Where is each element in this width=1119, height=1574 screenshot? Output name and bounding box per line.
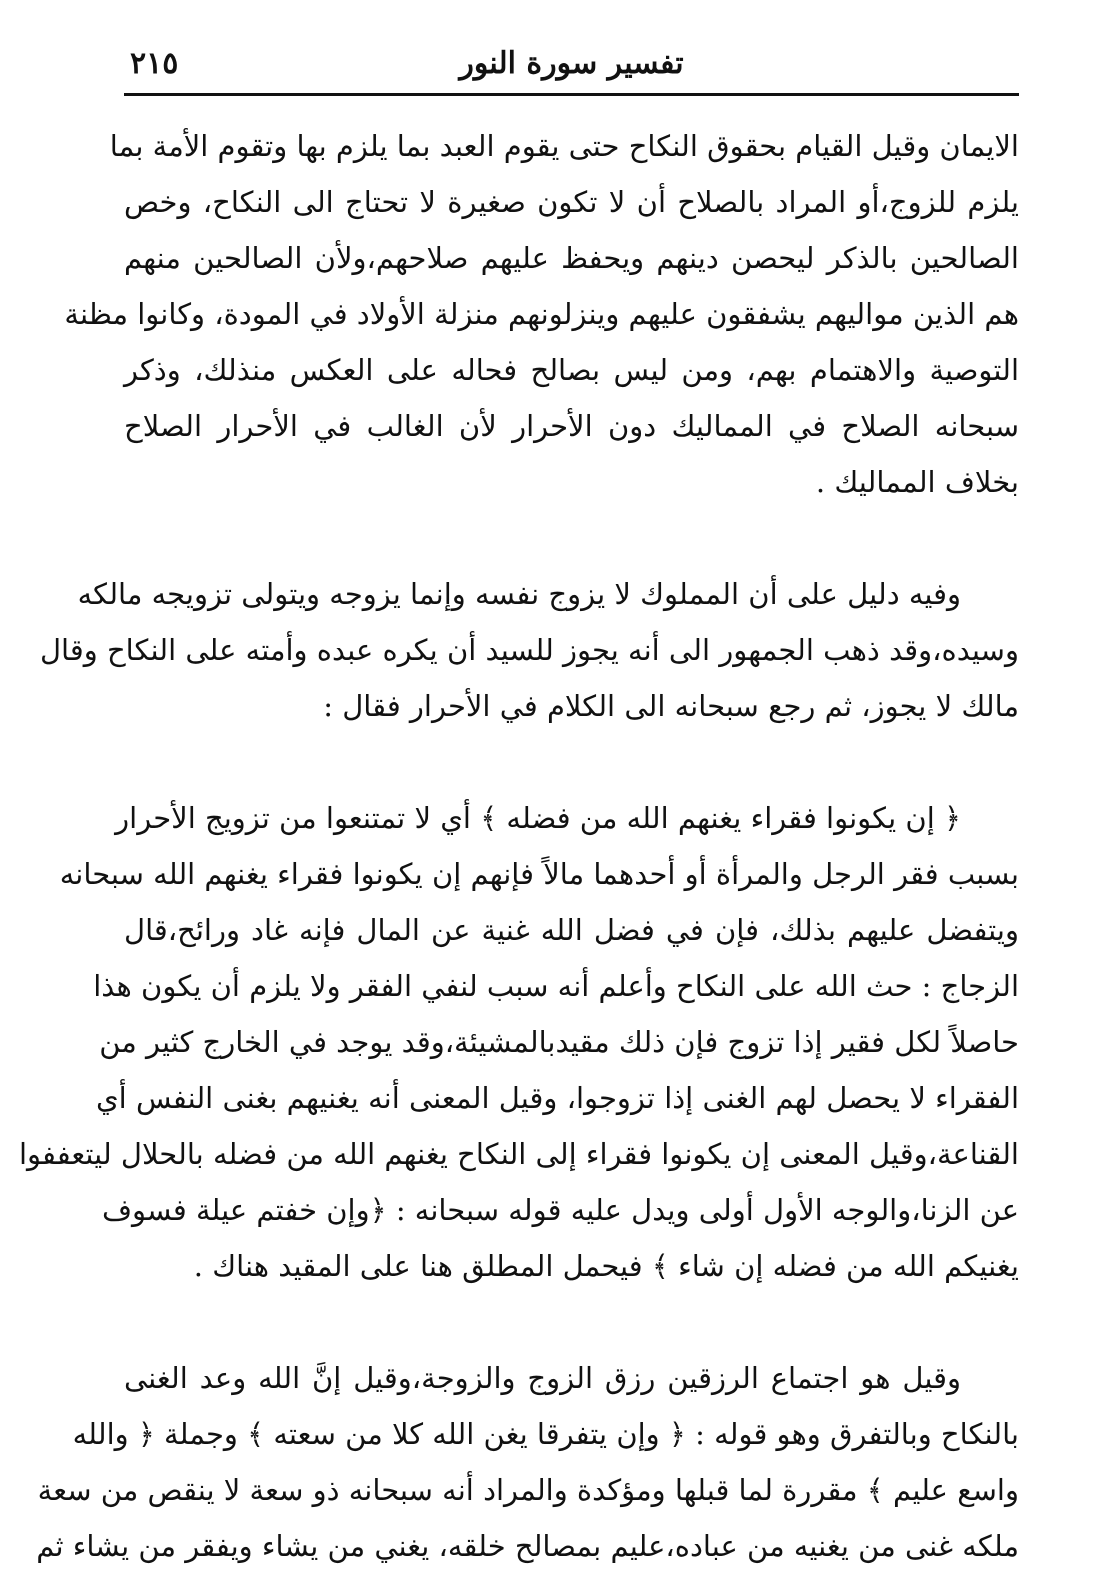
paragraph: [64, 118, 1019, 510]
paragraph: [39, 566, 1019, 734]
text-line: واسع عليم ﴾ مقررة لما قبلها ومؤكدة والمراد أنه سبحانه ذو سعة لا ينقص من سعة: [37, 1473, 1019, 1507]
paragraph-gap: [124, 510, 1019, 566]
text-line: هم الذين مواليهم يشفقون عليهم وينزلونهم منزلة الأولاد في المودة، وكانوا مظنة: [64, 297, 1019, 331]
text-line: مالك لا يجوز، ثم رجع سبحانه الى الكلام في الأحرار فقال :: [323, 689, 1019, 723]
text-line: ملكه غنى من يغنيه من عباده،عليم بمصالح خلقه، يغني من يشاء ويفقر من يشاء ثم: [36, 1529, 1019, 1563]
text-line: الصالحين بالذكر ليحصن دينهم ويحفظ عليهم صلاحهم،ولأن الصالحين منهم: [124, 241, 1019, 275]
text-line: وقيل هو اجتماع الرزقين رزق الزوج والزوجة،وقيل إنَّ الله وعد الغنى: [124, 1361, 961, 1395]
text-line: الفقراء لا يحصل لهم الغنى إذا تزوجوا، وقيل المعنى أنه يغنيهم بغنى النفس أي: [95, 1081, 1019, 1115]
page-header: [124, 38, 1019, 88]
text-line: يغنيكم الله من فضله إن شاء ﴾ فيحمل المطلق هنا على المقيد هناك .: [193, 1249, 1019, 1283]
text-line: وسيده،وقد ذهب الجمهور الى أنه يجوز للسيد أن يكره عبده وأمته على النكاح وقال: [39, 633, 1019, 667]
page-number: ٢١٥: [130, 46, 179, 81]
paragraph: [36, 1350, 1019, 1574]
body-text: [18, 118, 1019, 1574]
text-line: ويتفضل عليهم بذلك، فإن في فضل الله غنية عن المال فإنه غاد ورائح،قال: [124, 913, 1019, 947]
text-line: وفيه دليل على أن المملوك لا يزوج نفسه وإنما يزوجه ويتولى تزويجه مالكه: [77, 577, 961, 611]
text-line: يلزم للزوج،أو المراد بالصلاح أن لا تكون صغيرة لا تحتاج الى النكاح، وخص: [124, 185, 1019, 219]
text-line: حاصلاً لكل فقير إذا تزوج فإن ذلك مقيدبالمشيئة،وقد يوجد في الخارج كثير من: [99, 1025, 1019, 1059]
text-line: عن الزنا،والوجه الأول أولى ويدل عليه قوله سبحانه : ﴿وإن خفتم عيلة فسوف: [101, 1193, 1019, 1227]
text-line: الايمان وقيل القيام بحقوق النكاح حتى يقوم العبد بما يلزم بها وتقوم الأمة بما: [109, 129, 1019, 163]
text-line: بخلاف المماليك .: [815, 465, 1019, 499]
text-line: ﴿ إن يكونوا فقراء يغنهم الله من فضله ﴾ أي لا تمتنعوا من تزويج الأحرار: [115, 801, 961, 835]
text-line: الزجاج : حث الله على النكاح وأعلم أنه سبب لنفي الفقر ولا يلزم أن يكون هذا: [93, 969, 1019, 1003]
running-title: تفسير سورة النور: [459, 46, 684, 81]
paragraph-gap: [124, 734, 1019, 790]
header-rule: [124, 93, 1019, 96]
text-line: سبحانه الصلاح في المماليك دون الأحرار لأن الغالب في الأحرار الصلاح: [124, 409, 1019, 443]
paragraph-gap: [124, 1294, 1019, 1350]
paragraph: [18, 790, 1019, 1294]
text-line: التوصية والاهتمام بهم، ومن ليس بصالح فحاله على العكس منذلك، وذكر: [124, 353, 1019, 387]
text-line: بسبب فقر الرجل والمرأة أو أحدهما مالاً فإنهم إن يكونوا فقراء يغنهم الله سبحانه: [59, 857, 1019, 891]
text-line: بالنكاح وبالتفرق وهو قوله : ﴿ وإن يتفرقا يغن الله كلا من سعته ﴾ وجملة ﴿ والله: [72, 1417, 1019, 1451]
text-line: القناعة،وقيل المعنى إن يكونوا فقراء إلى النكاح يغنهم الله من فضله بالحلال ليتعففوا: [18, 1137, 1019, 1171]
